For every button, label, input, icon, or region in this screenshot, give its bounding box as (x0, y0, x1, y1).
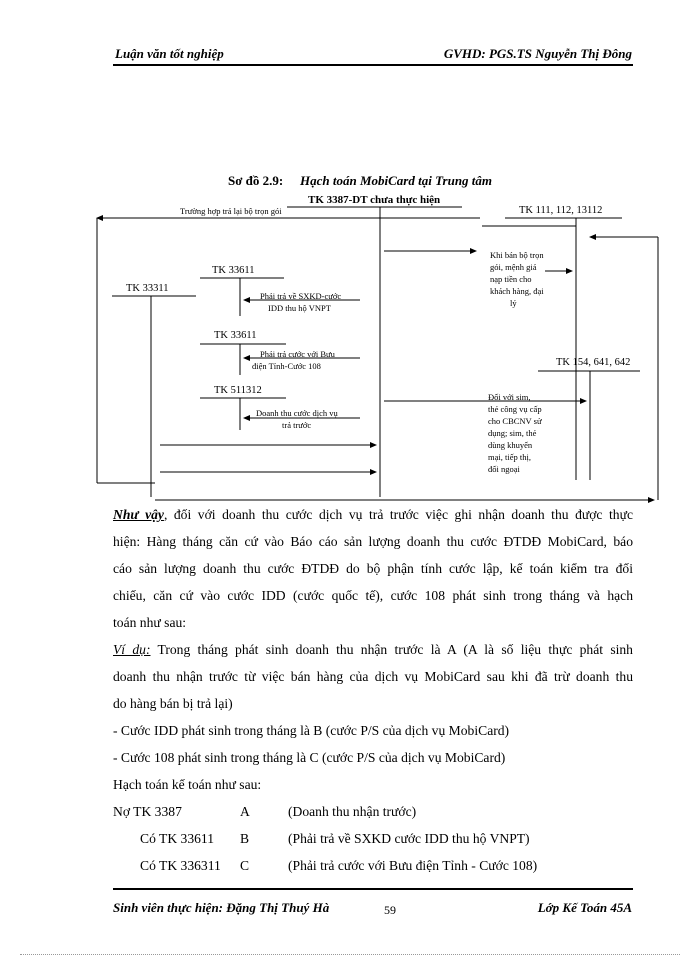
entry-desc: (Phải trả về SXKD cước IDD thu hộ VNPT) (288, 831, 530, 846)
note-cbcnv: Đối với sim, thẻ công vụ cấp cho CBCNV sử dụng; sim, thẻ dùng khuyến mại, tiếp thị, đối ngoại (488, 392, 542, 474)
page-number: 59 (384, 903, 396, 917)
paragraph-1-line-1: Như vậy, đối với doanh thu cước dịch vụ trả trước việc ghi nhận doanh thu được thực (113, 507, 633, 522)
example-lead: Ví dụ: (113, 642, 151, 657)
note-return: Trường hợp trả lại bộ trọn gói (180, 206, 282, 216)
paragraph-1-line-3: cáo sản lượng doanh thu cước ĐTDĐ do bộ phận tính cước lập, kế toán kiểm tra đối (113, 561, 633, 576)
entry-account: Có TK 33611 (140, 831, 215, 846)
paragraph-1-line-2: hiện: Hàng tháng căn cứ vào Báo cáo sản lượng doanh thu cước ĐTDĐ MobiCard, báo (113, 534, 633, 549)
account-111: TK 111, 112, 13112 (519, 205, 603, 216)
paragraph-1-line-4: chiếu, căn cứ vào cước IDD (cước quốc tế), cước 108 phát sinh trong tháng và hạch (113, 588, 633, 603)
entry-account: Nợ TK 3387 (113, 804, 182, 819)
page-bottom-dots (20, 954, 680, 955)
footer-rule (113, 888, 633, 890)
entries-title: Hạch toán kế toán như sau: (113, 777, 262, 792)
paragraph-1-line-5: toán như sau: (113, 615, 187, 630)
note-sxkd: Phải trả về SXKD-cước IDD thu hộ VNPT (260, 291, 342, 313)
account-3387: TK 3387-DT chưa thực hiện (308, 194, 441, 206)
account-154: TK 154, 641, 642 (556, 357, 631, 368)
account-33611: TK 33611 (212, 265, 255, 276)
footer-right: Lớp Kế Toán 45A (537, 900, 632, 915)
account-33311: TK 33311 (126, 283, 169, 294)
diagram-title: Hạch toán MobiCard tại Trung tâm (300, 173, 493, 188)
entry-value: B (240, 831, 250, 846)
account-336311: TK 33611 (214, 330, 257, 341)
note-buudien: Phải trả cước với Bưu điện Tỉnh-Cước 108 (252, 349, 335, 371)
entry-desc: (Phải trả cước với Bưu điện Tỉnh - Cước 108) (288, 858, 538, 873)
header-right: GVHD: PGS.TS Nguyễn Thị Đông (443, 46, 632, 61)
footer-left: Sinh viên thực hiện: Đặng Thị Thuý Hà (113, 900, 330, 915)
header-left: Luận văn tốt nghiệp (115, 46, 224, 61)
note-doanhthu: Doanh thu cước dịch vụ trả trước (256, 408, 338, 430)
paragraph-1-lead: Như vậy (113, 507, 164, 522)
bullet-108: - Cước 108 phát sinh trong tháng là C (cước P/S của dịch vụ MobiCard) (113, 750, 506, 765)
bullet-idd: - Cước IDD phát sinh trong tháng là B (cước P/S của dịch vụ MobiCard) (113, 723, 510, 738)
account-511312: TK 511312 (214, 385, 262, 396)
entry-value: C (240, 858, 250, 873)
paragraph-2-line-3: do hàng bán bị trả lại) (113, 696, 233, 711)
diagram-title-prefix: Sơ đồ 2.9: (228, 173, 284, 188)
note-sale: Khi bán bộ trọn gói, mệnh giá nạp tiền cho khách hàng, đại lý (490, 250, 544, 308)
paragraph-2-line-1: Ví dụ: Trong tháng phát sinh doanh thu nhận trước là A (A là số liệu thực phát sinh (113, 642, 633, 657)
entry-account: Có TK 336311 (140, 858, 221, 873)
entry-value: A (240, 804, 250, 819)
entry-desc: (Doanh thu nhận trước) (288, 804, 417, 819)
paragraph-2-line-2: doanh thu nhận trước từ việc bán hàng của dịch vụ MobiCard sau khi đã trừ doanh thu (113, 669, 633, 684)
